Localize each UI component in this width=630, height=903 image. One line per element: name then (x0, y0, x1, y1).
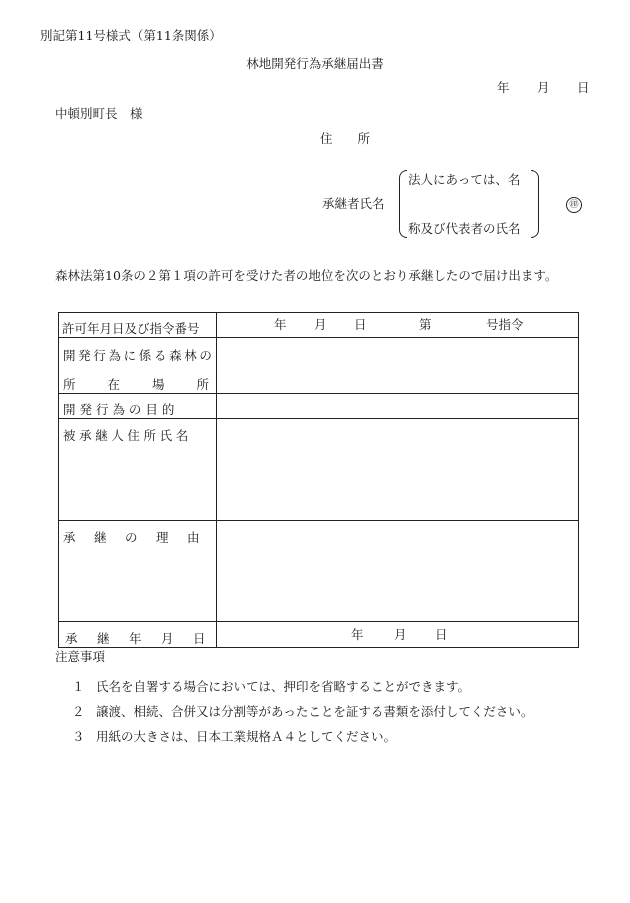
table-row-permit (59, 313, 579, 338)
permit-value-cell[interactable] (217, 313, 579, 338)
table-row-predecessor (59, 419, 579, 521)
note-text: 氏名を自署する場合においては、押印を省略することができます。 (96, 679, 471, 694)
permit-dai: 第 (419, 317, 432, 332)
label-char: 発 (78, 348, 91, 363)
label-char: る (153, 348, 167, 363)
predecessor-label: 被承継人住所氏名 (63, 428, 192, 443)
permit-label-cell (59, 313, 217, 338)
location-label-line1 (59, 338, 212, 364)
succession-date-label: 承 継 年 月 日 (65, 631, 210, 646)
form-table (58, 312, 579, 648)
note-text: 用紙の大きさは、日本工業規格Ａ４としてください。 (96, 729, 397, 744)
succession-month: 月 (394, 627, 407, 642)
permit-day: 日 (354, 317, 367, 332)
address-label: 住 所 (320, 131, 371, 146)
table-row-reason (59, 521, 579, 622)
succession-day: 日 (435, 627, 448, 642)
statement: 森林法第10条の２第１項の許可を受けた者の地位を次のとおり承継したので届け出ます。 (55, 268, 558, 283)
purpose-value-cell[interactable] (217, 394, 579, 419)
table-row-purpose (59, 394, 579, 419)
succession-date-label-cell (59, 622, 217, 648)
label-char: 為 (108, 348, 121, 363)
permit-label: 許可年月日及び指令番号 (62, 321, 200, 336)
note-item-2 (72, 702, 533, 720)
date-month: 月 (537, 80, 550, 95)
succession-year: 年 (351, 627, 364, 642)
permit-shirei: 号指令 (486, 317, 524, 332)
location-label-cell (59, 338, 217, 394)
bracket-line-1: 法人にあっては、名 (408, 172, 521, 187)
location-label-line2: 所 在 場 所 (63, 377, 209, 392)
note-text: 譲渡、相続、合併又は分割等があったことを証する書類を添付してください。 (96, 704, 534, 719)
purpose-label-cell (59, 394, 217, 419)
reason-label: 承 継 の 理 由 (63, 530, 203, 545)
predecessor-label-cell (59, 419, 217, 521)
location-label-line1-text (63, 346, 212, 364)
note-item-3 (72, 727, 396, 745)
form-number: 別記第11号様式（第11条関係） (40, 28, 222, 43)
addressee: 中頓別町長 様 (55, 106, 143, 121)
note-number: ２ (72, 704, 85, 719)
label-char: 行 (93, 348, 106, 363)
label-char: の (199, 348, 212, 363)
table-row-succession-date (59, 622, 579, 648)
document-title: 林地開発行為承継届出書 (246, 56, 384, 71)
bracket-line-2: 称及び代表者の氏名 (408, 221, 521, 236)
table-row-location (59, 338, 579, 394)
label-char: 係 (138, 348, 152, 363)
predecessor-value-cell[interactable] (217, 419, 579, 521)
label-char: に (123, 348, 137, 363)
location-value-cell[interactable] (217, 338, 579, 394)
label-char: 森 (169, 348, 182, 363)
permit-year: 年 (274, 317, 287, 332)
purpose-label: 開 発 行 為 の 目 的 (63, 402, 175, 417)
date-year: 年 (497, 80, 510, 95)
right-bracket (531, 170, 539, 238)
note-number: ３ (72, 729, 85, 744)
note-number: １ (72, 679, 85, 694)
note-item-1 (72, 677, 470, 695)
date-day: 日 (577, 80, 590, 95)
successor-name-label: 承継者氏名 (322, 196, 385, 211)
permit-month: 月 (314, 317, 327, 332)
label-char: 林 (184, 348, 197, 363)
succession-date-value-cell[interactable] (217, 622, 579, 648)
reason-label-cell (59, 521, 217, 622)
seal-icon: ㊞ (566, 197, 582, 213)
left-bracket (399, 170, 407, 238)
reason-value-cell[interactable] (217, 521, 579, 622)
notes-heading: 注意事項 (55, 649, 106, 664)
label-char: 開 (63, 348, 76, 363)
